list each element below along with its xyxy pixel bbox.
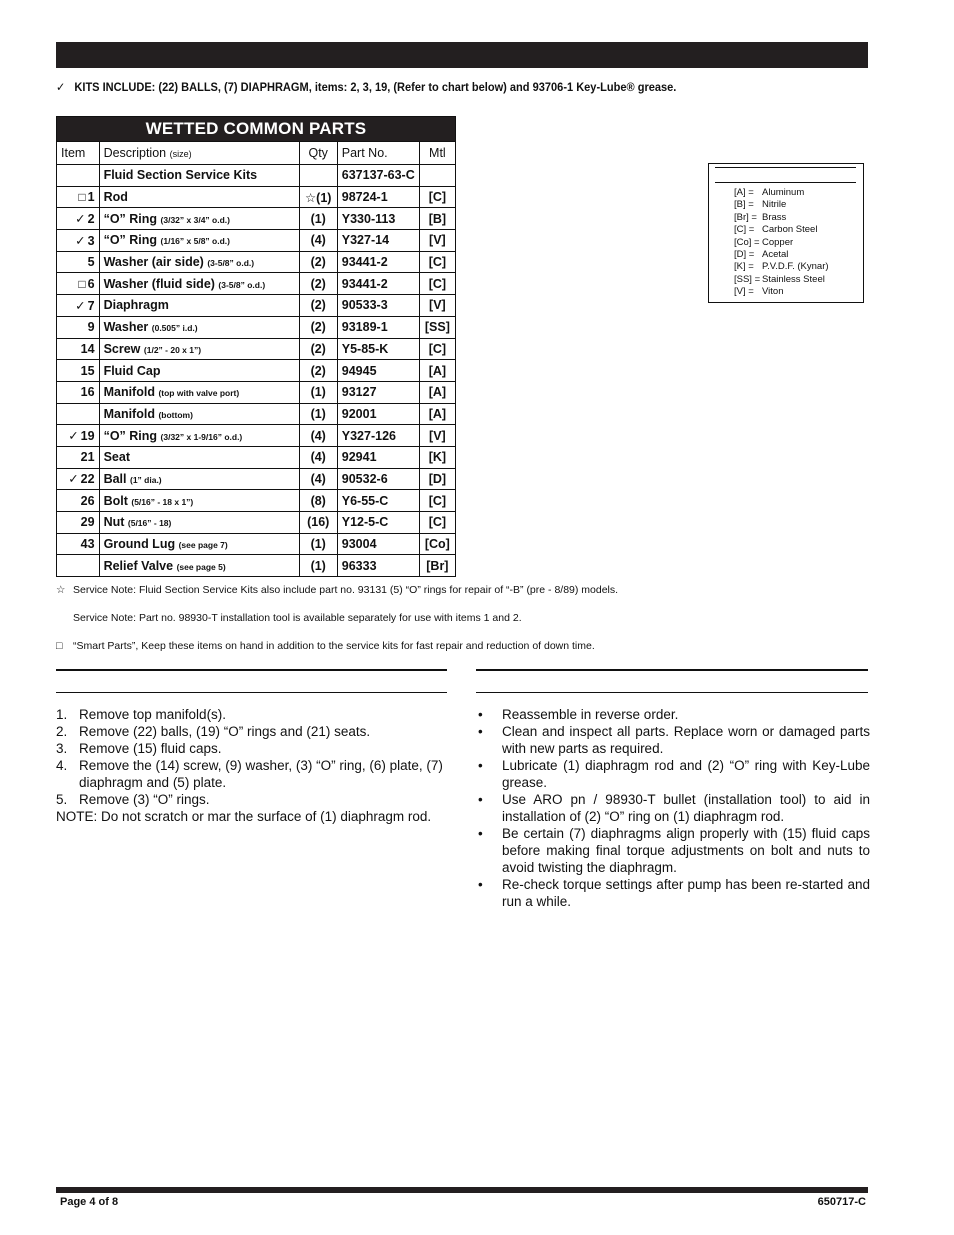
mtl-cell: [V]	[419, 425, 455, 447]
list-item	[56, 757, 450, 791]
item-cell	[57, 316, 100, 338]
step-number: 5.	[56, 792, 68, 807]
mtl-cell: [C]	[419, 273, 455, 295]
bullet-text: Reassemble in reverse order.	[502, 707, 679, 722]
description-text: Fluid Section Service Kits	[103, 168, 258, 183]
table-row	[57, 338, 456, 360]
description-size: (5/16” - 18 x 1”)	[131, 496, 194, 507]
item-cell	[57, 512, 100, 534]
table-row	[57, 512, 456, 534]
description-cell	[99, 425, 299, 447]
bullet-text: Re-check torque settings after pump has been re-started and run a while.	[502, 877, 870, 909]
smart-part-box-icon: □	[78, 276, 86, 291]
table-row	[57, 295, 456, 317]
legend-row	[734, 249, 829, 261]
legend-code: [SS] =	[734, 273, 761, 285]
item-number: 9	[87, 320, 95, 335]
part-no-cell: 92001	[337, 403, 419, 425]
qty-cell: (2)	[299, 338, 337, 360]
item-number: 26	[80, 493, 95, 508]
part-no-cell: 93441-2	[337, 251, 419, 273]
item-number: 21	[80, 450, 95, 465]
step-text: Remove (22) balls, (19) “O” rings and (21) seats.	[79, 724, 371, 739]
mtl-cell: [C]	[419, 338, 455, 360]
kits-include-text: KITS INCLUDE: (22) BALLS, (7) DIAPHRAGM, items: 2, 3, 19, (Refer to chart below) and 93706-1 Key-Lube® grease.	[74, 80, 677, 94]
item-cell	[57, 446, 100, 468]
qty-cell: (1)	[299, 555, 337, 577]
legend-code: [C] =	[734, 224, 755, 236]
item-number: 5	[87, 255, 95, 270]
item-number: 2	[87, 212, 95, 227]
description-cell	[99, 403, 299, 425]
step-number: 4.	[56, 758, 68, 773]
part-no-cell: 93189-1	[337, 316, 419, 338]
part-no-cell: Y327-14	[337, 230, 419, 252]
mtl-cell: [D]	[419, 468, 455, 490]
description-size: (3/32” x 3/4” o.d.)	[160, 214, 230, 225]
description-cell	[99, 208, 299, 230]
item-cell	[57, 186, 100, 208]
mtl-cell	[419, 165, 455, 187]
part-no-cell: 90533-3	[337, 295, 419, 317]
description-text: “O” Ring	[103, 211, 158, 226]
part-no-cell: 637137-63-C	[337, 165, 419, 187]
description-text: Washer (fluid side)	[103, 276, 215, 291]
description-text: Ground Lug	[103, 537, 176, 552]
mtl-cell: [C]	[419, 512, 455, 534]
part-no-cell: 94945	[337, 360, 419, 382]
mtl-cell: [A]	[419, 403, 455, 425]
item-cell	[57, 251, 100, 273]
table-row	[57, 468, 456, 490]
footer-bar	[56, 1187, 868, 1193]
description-text: Nut	[103, 515, 125, 530]
qty-cell: (2)	[299, 273, 337, 295]
description-text: Relief Valve	[103, 558, 174, 573]
part-no-cell: 93127	[337, 381, 419, 403]
step-text: Remove top manifold(s).	[79, 707, 227, 722]
part-no-cell: Y6-55-C	[337, 490, 419, 512]
list-item	[56, 723, 450, 740]
table-row	[57, 230, 456, 252]
bullet-text: Clean and inspect all parts. Replace worn or damaged parts with new parts as required.	[502, 724, 870, 756]
description-cell	[99, 316, 299, 338]
table-row	[57, 186, 456, 208]
item-number: 1	[87, 190, 95, 205]
item-cell	[57, 165, 100, 187]
qty-cell: (1)	[299, 208, 337, 230]
description-cell	[99, 555, 299, 577]
legend-row	[734, 237, 829, 249]
description-size: (3/32” x 1-9/16” o.d.)	[160, 431, 243, 442]
description-cell	[99, 186, 299, 208]
step-number: 1.	[56, 707, 68, 722]
part-no-cell: 98724-1	[337, 186, 419, 208]
part-no-cell: 96333	[337, 555, 419, 577]
item-number: 14	[80, 341, 95, 356]
smart-parts-note: □ “Smart Parts”, Keep these items on hand in addition to the service kits for fast repair and reduction of down time.	[56, 640, 595, 652]
table-title: WETTED COMMON PARTS	[57, 117, 456, 142]
wetted-common-parts-table	[56, 116, 456, 577]
legend-rule	[715, 167, 856, 168]
description-text: Diaphragm	[103, 298, 169, 313]
item-number: 6	[87, 276, 95, 291]
service-note-2: Service Note: Part no. 98930-T installation tool is available separately for use with items 1 and 2.	[73, 612, 522, 624]
description-size: (5/16” - 18)	[127, 518, 172, 529]
item-cell	[57, 230, 100, 252]
table-row	[57, 403, 456, 425]
list-item	[56, 791, 450, 808]
bullet-icon: •	[478, 792, 483, 807]
description-cell	[99, 446, 299, 468]
item-cell	[57, 555, 100, 577]
qty-cell: ☆(1)	[299, 186, 337, 208]
kit-check-icon: ✓	[75, 233, 86, 248]
mtl-cell: [C]	[419, 251, 455, 273]
legend-rule	[715, 182, 856, 183]
description-cell	[99, 273, 299, 295]
legend-name: Brass	[762, 211, 787, 223]
bullet-icon: •	[478, 826, 483, 841]
step-text: Remove (15) fluid caps.	[79, 741, 222, 756]
mtl-cell: [A]	[419, 360, 455, 382]
bullet-list	[476, 706, 870, 910]
section-rule-right	[476, 669, 868, 671]
list-item	[476, 825, 870, 876]
smart-part-box-icon: □	[78, 190, 86, 205]
list-item	[56, 706, 450, 723]
item-cell	[57, 425, 100, 447]
description-size: (1” dia.)	[130, 474, 162, 485]
description-size: (see page 7)	[178, 540, 228, 551]
list-item	[476, 706, 870, 723]
qty-cell: (2)	[299, 316, 337, 338]
bullet-icon: •	[478, 758, 483, 773]
legend-code: [Br] =	[734, 211, 757, 223]
part-no-cell: 92941	[337, 446, 419, 468]
item-cell	[57, 208, 100, 230]
legend-row	[734, 224, 829, 236]
table-row	[57, 316, 456, 338]
description-size: (0.505” i.d.)	[151, 323, 198, 334]
header-description: Description (size)	[99, 142, 299, 165]
description-size: (top with valve port)	[158, 388, 240, 399]
table-row	[57, 165, 456, 187]
qty-cell: (2)	[299, 251, 337, 273]
item-number: 22	[80, 472, 95, 487]
table-row	[57, 208, 456, 230]
part-no-cell: Y327-126	[337, 425, 419, 447]
bullet-icon: •	[478, 724, 483, 739]
list-item	[476, 876, 870, 910]
description-cell	[99, 360, 299, 382]
page-number: Page 4 of 8	[60, 1196, 119, 1208]
table-row	[57, 555, 456, 577]
step-number: 3.	[56, 741, 68, 756]
description-cell	[99, 165, 299, 187]
mtl-cell: [Br]	[419, 555, 455, 577]
mtl-cell: [A]	[419, 381, 455, 403]
legend-row	[734, 199, 829, 211]
bullet-text: Lubricate (1) diaphragm rod and (2) “O” ring with Key-Lube grease.	[502, 758, 870, 790]
description-size: (3-5/8” o.d.)	[207, 258, 255, 269]
bullet-icon: •	[478, 877, 483, 892]
header-qty: Qty	[299, 142, 337, 165]
description-size: (1/16” x 5/8” o.d.)	[160, 236, 230, 247]
kits-include-note	[56, 80, 676, 94]
table-row	[57, 425, 456, 447]
steps-list	[56, 706, 450, 808]
legend-name: Acetal	[762, 249, 789, 261]
bullet-text: Use ARO pn / 98930-T bullet (installation tool) to aid in installation of (2) “O” ring on (1) diaphragm rod.	[502, 792, 870, 824]
description-cell	[99, 230, 299, 252]
item-number: 3	[87, 233, 95, 248]
description-size: (3-5/8” o.d.)	[218, 279, 266, 290]
qty-cell: (2)	[299, 360, 337, 382]
header-item: Item	[57, 142, 100, 165]
parts-table-body	[57, 165, 456, 577]
mtl-cell: [B]	[419, 208, 455, 230]
description-size: (1/2” - 20 x 1”)	[143, 344, 202, 355]
qty-cell: (8)	[299, 490, 337, 512]
item-cell	[57, 490, 100, 512]
section-rule-right-thin	[476, 692, 868, 693]
item-number: 15	[80, 363, 95, 378]
material-legend	[708, 163, 864, 303]
step-text: Remove the (14) screw, (9) washer, (3) “O” ring, (6) plate, (7) diaphragm and (5) plate.	[79, 758, 443, 790]
legend-row	[734, 187, 829, 199]
description-size: (bottom)	[158, 409, 193, 420]
description-text: Screw	[103, 341, 141, 356]
qty-cell: (4)	[299, 230, 337, 252]
legend-name: Nitrile	[762, 199, 787, 211]
part-no-cell: 90532-6	[337, 468, 419, 490]
description-text: Fluid Cap	[103, 363, 161, 378]
legend-name: Viton	[762, 286, 784, 298]
description-text: Rod	[103, 190, 128, 205]
description-text: Bolt	[103, 493, 128, 508]
description-cell	[99, 533, 299, 555]
bullet-text: Be certain (7) diaphragms align properly with (15) fluid caps before making final torque adjustments on bolt and nuts to avoid twisting the diaphragm.	[502, 826, 870, 875]
table-row	[57, 533, 456, 555]
mtl-cell: [SS]	[419, 316, 455, 338]
step-text: Remove (3) “O” rings.	[79, 792, 210, 807]
header-part-no: Part No.	[337, 142, 419, 165]
description-text: Ball	[103, 471, 127, 486]
qty-cell	[299, 165, 337, 187]
description-cell	[99, 338, 299, 360]
kit-check-icon: ✓	[75, 212, 86, 227]
legend-row	[734, 274, 829, 286]
description-cell	[99, 512, 299, 534]
description-cell	[99, 251, 299, 273]
qty-cell: (1)	[299, 403, 337, 425]
description-cell	[99, 468, 299, 490]
description-cell	[99, 381, 299, 403]
table-row	[57, 381, 456, 403]
table-row	[57, 446, 456, 468]
service-note-1: ☆ Service Note: Fluid Section Service Kits also include part no. 93131 (5) “O” rings for repair of “-B” (pre - 8/89) models.	[56, 584, 619, 596]
item-cell	[57, 360, 100, 382]
bullet-icon: •	[478, 707, 483, 722]
part-no-cell: Y5-85-K	[337, 338, 419, 360]
section-rule-left	[56, 669, 447, 671]
mtl-cell: [C]	[419, 186, 455, 208]
legend-code: [A] =	[734, 187, 754, 198]
list-item	[476, 723, 870, 757]
legend-code: [Co] =	[734, 236, 760, 248]
item-number: 7	[87, 298, 95, 313]
reassembly-steps	[476, 706, 870, 910]
mtl-cell: [V]	[419, 230, 455, 252]
item-cell	[57, 403, 100, 425]
qty-cell: (1)	[299, 533, 337, 555]
qty-cell: (2)	[299, 295, 337, 317]
legend-row	[734, 261, 829, 273]
item-cell	[57, 381, 100, 403]
description-text: “O” Ring	[103, 233, 158, 248]
star-icon: ☆	[56, 584, 66, 596]
header-bar	[56, 42, 868, 68]
check-icon: ✓	[56, 80, 66, 94]
disassembly-note: NOTE: Do not scratch or mar the surface of (1) diaphragm rod.	[56, 809, 432, 824]
legend-name: Aluminum	[762, 187, 805, 198]
item-cell	[57, 468, 100, 490]
legend-name: Copper	[762, 236, 794, 248]
part-no-cell: Y12-5-C	[337, 512, 419, 534]
legend-row	[734, 286, 829, 298]
item-number: 43	[80, 537, 95, 552]
step-number: 2.	[56, 724, 68, 739]
item-number: 19	[80, 429, 95, 444]
item-cell	[57, 273, 100, 295]
mtl-cell: [C]	[419, 490, 455, 512]
list-item	[476, 757, 870, 791]
mtl-cell: [V]	[419, 295, 455, 317]
mtl-cell: [Co]	[419, 533, 455, 555]
header-mtl: Mtl	[419, 142, 455, 165]
description-text: Seat	[103, 450, 130, 465]
item-cell	[57, 338, 100, 360]
item-number: 16	[80, 385, 95, 400]
list-item	[56, 740, 450, 757]
item-cell	[57, 295, 100, 317]
kit-check-icon: ✓	[68, 472, 79, 487]
description-cell	[99, 490, 299, 512]
part-no-cell: 93004	[337, 533, 419, 555]
description-size: (see page 5)	[176, 561, 226, 572]
description-text: Manifold	[103, 385, 155, 400]
table-row	[57, 251, 456, 273]
description-text: Washer (air side)	[103, 255, 204, 270]
qty-cell: (1)	[299, 381, 337, 403]
legend-code: [K] =	[734, 261, 754, 273]
description-text: Washer	[103, 320, 149, 335]
table-row	[57, 490, 456, 512]
legend-code: [V] =	[734, 286, 754, 298]
part-no-cell: 93441-2	[337, 273, 419, 295]
qty-cell: (4)	[299, 468, 337, 490]
mtl-cell: [K]	[419, 446, 455, 468]
disassembly-steps	[56, 706, 450, 825]
item-cell	[57, 533, 100, 555]
legend-code: [D] =	[734, 249, 755, 261]
description-text: Manifold	[103, 406, 155, 421]
table-row	[57, 273, 456, 295]
legend-code: [B] =	[734, 199, 754, 211]
legend-name: P.V.D.F. (Kynar)	[762, 261, 829, 273]
list-item	[476, 791, 870, 825]
document-number: 650717-C	[817, 1196, 866, 1208]
item-number: 29	[80, 515, 95, 530]
description-cell	[99, 295, 299, 317]
table-row	[57, 360, 456, 382]
kit-check-icon: ✓	[68, 429, 79, 444]
part-no-cell: Y330-113	[337, 208, 419, 230]
legend-list	[734, 187, 829, 299]
qty-cell: (16)	[299, 512, 337, 534]
legend-name: Carbon Steel	[762, 224, 818, 236]
legend-name: Stainless Steel	[762, 273, 825, 285]
qty-cell: (4)	[299, 425, 337, 447]
kit-check-icon: ✓	[75, 298, 86, 313]
description-text: “O” Ring	[103, 428, 158, 443]
box-icon: □	[56, 640, 63, 652]
qty-cell: (4)	[299, 446, 337, 468]
section-rule-left-thin	[56, 692, 447, 693]
legend-row	[734, 212, 829, 224]
